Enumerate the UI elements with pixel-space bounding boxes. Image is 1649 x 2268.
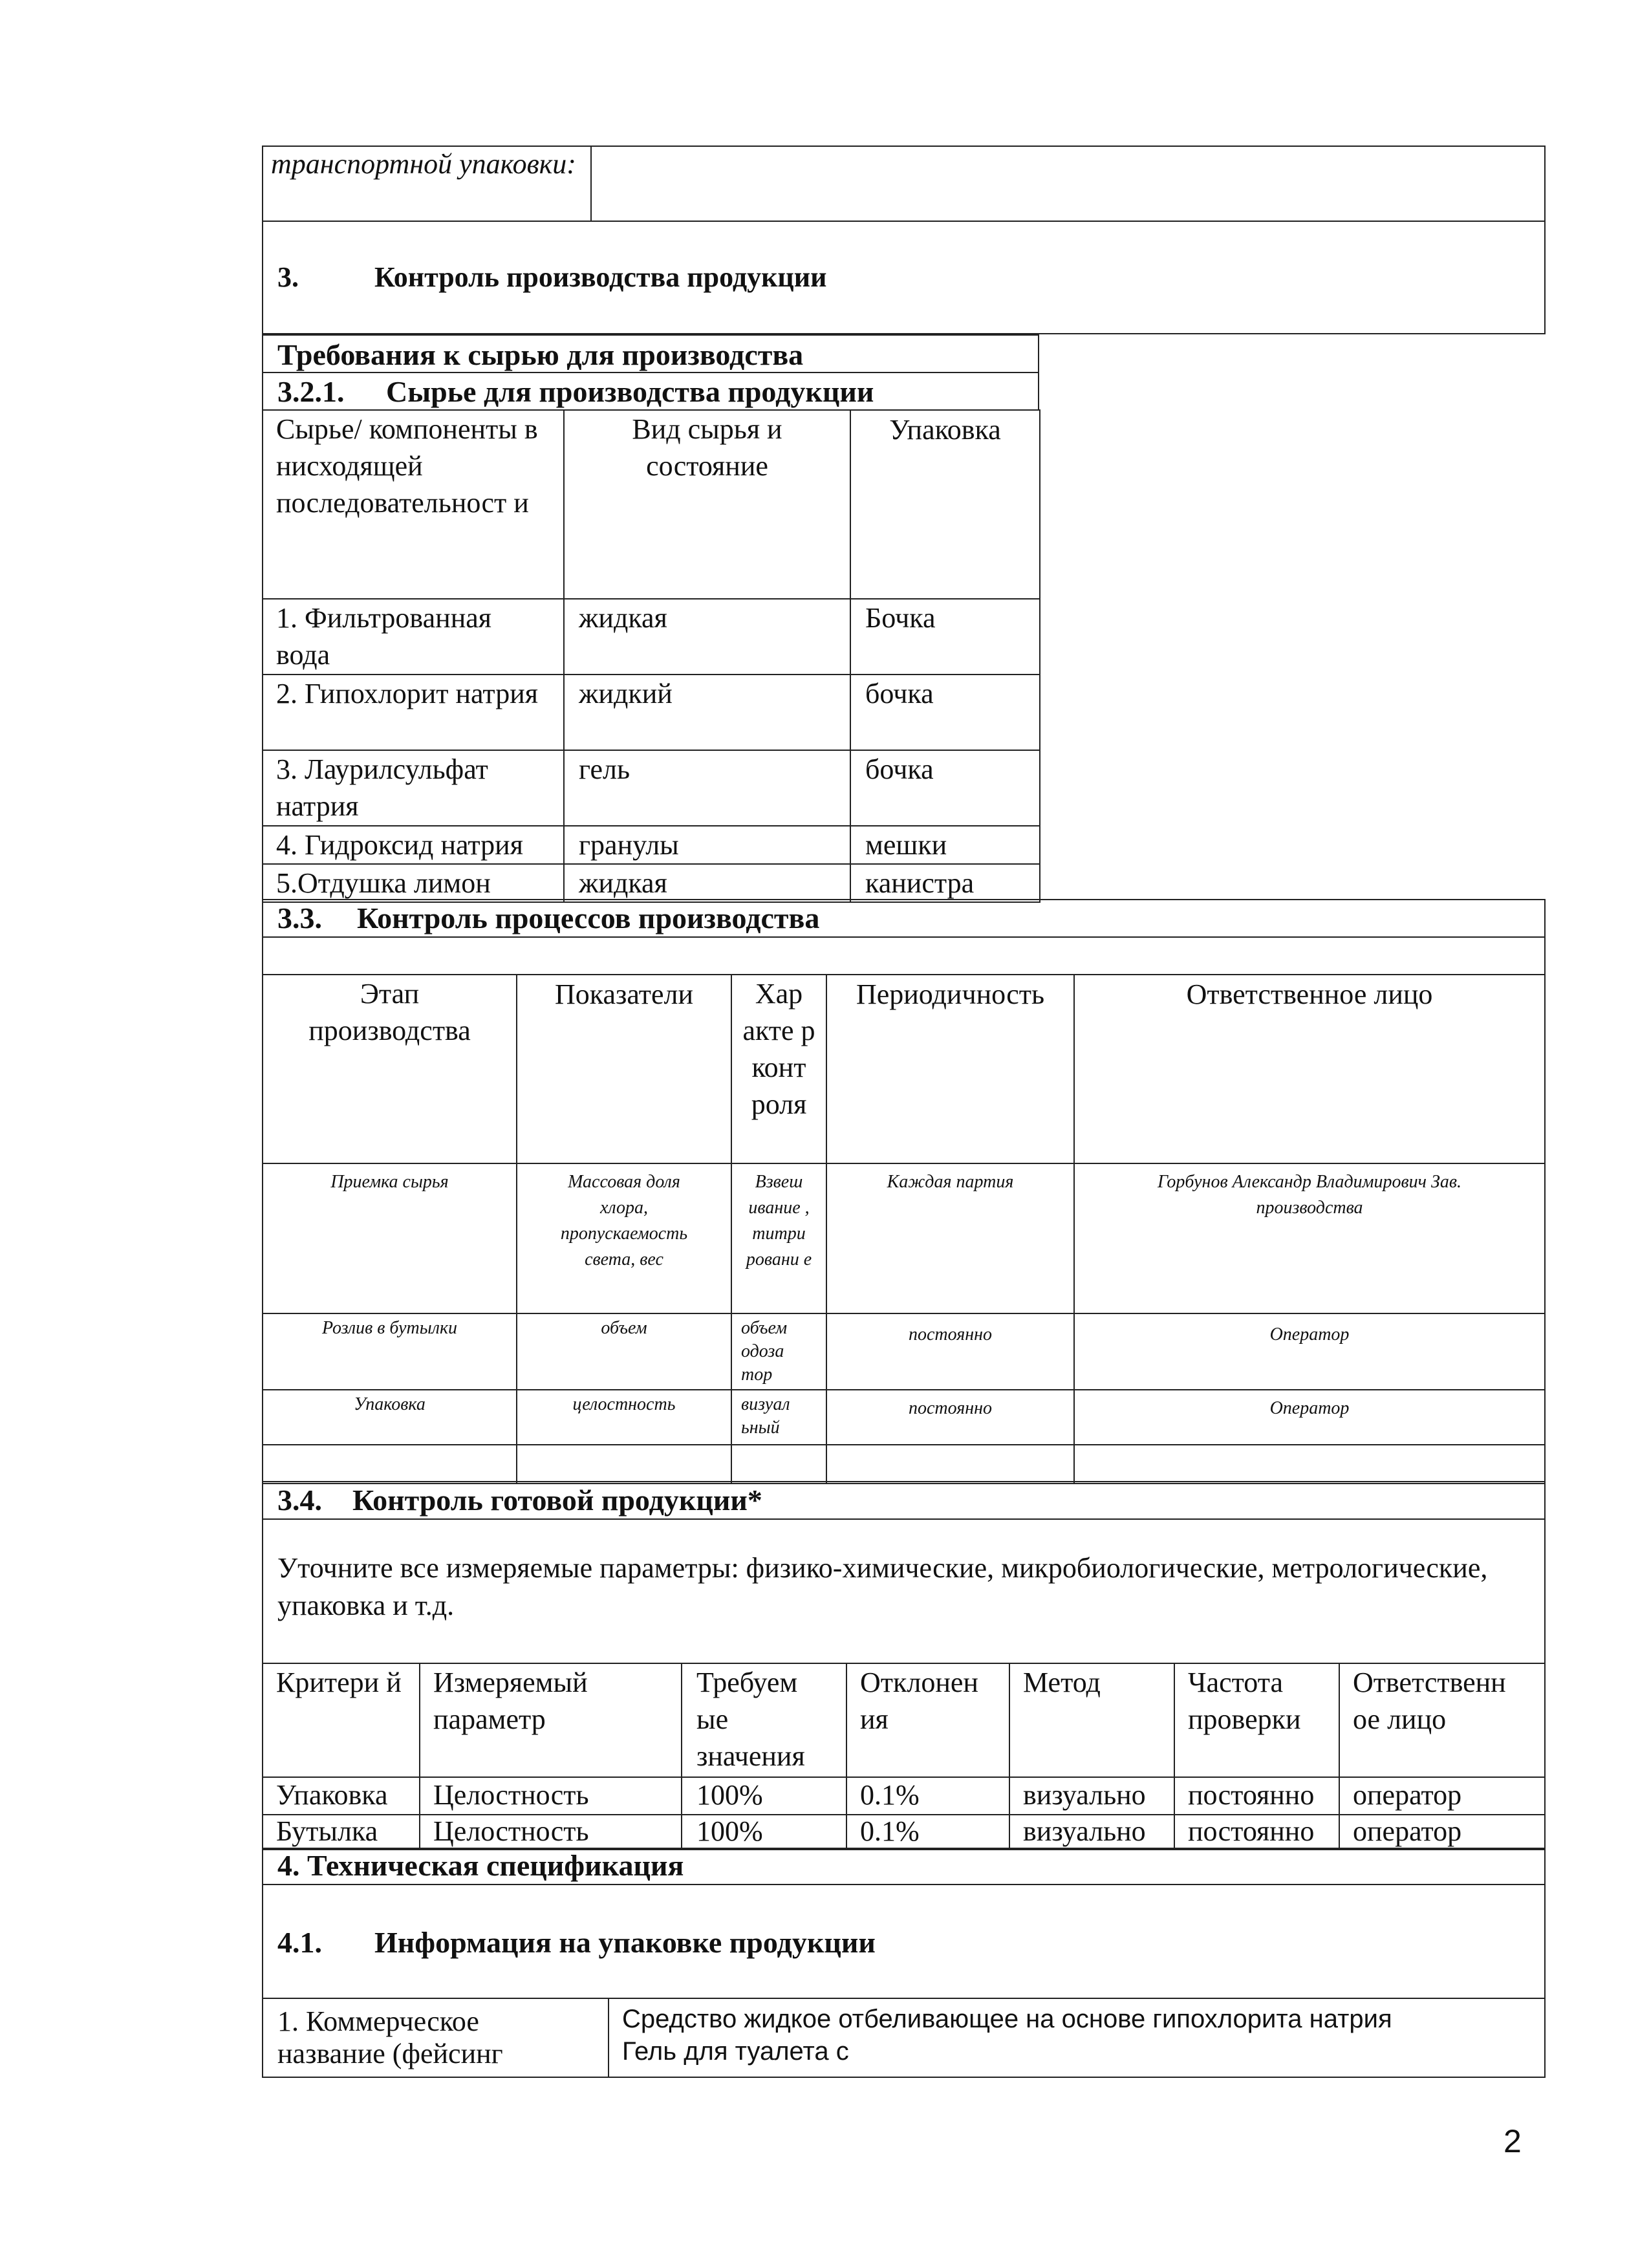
finished-cell: постоянно	[1174, 1815, 1339, 1850]
finished-cell: визуально	[1009, 1777, 1174, 1815]
raw-materials-header-row	[263, 410, 1040, 599]
finished-header-deviation: Отклонен ия	[846, 1663, 1009, 1777]
process-header-indicators: Показатели	[517, 975, 731, 1163]
finished-product-table	[262, 1663, 1546, 1850]
process-cell-indicators: Массовая доля хлора, пропускаемость света, вес	[517, 1163, 731, 1313]
raw-header-kind: Вид сырья и состояние	[564, 410, 850, 599]
section-41-title: Информация на упаковке продукции	[374, 1926, 876, 1959]
process-cell-control: объем одоза тор	[731, 1313, 826, 1390]
section-33-heading	[262, 899, 1546, 938]
finished-cell: 100%	[682, 1777, 846, 1815]
process-cell-responsible: Оператор	[1074, 1313, 1545, 1390]
finished-header-row	[263, 1663, 1545, 1777]
raw-cell-component: 5.Отдушка лимон	[263, 864, 564, 902]
process-cell-indicators: объем	[517, 1313, 731, 1390]
section-41-number: 4.1.	[277, 1926, 322, 1959]
section-34-heading	[262, 1481, 1546, 1520]
section-3-title: Контроль производства продукции	[374, 261, 827, 293]
commercial-name-value-line1: Средство жидкое отбеливающее на основе гипохлорита натрия	[622, 2005, 1392, 2033]
finished-header-parameter: Измеряемый параметр	[420, 1663, 682, 1777]
table-row	[263, 1313, 1545, 1390]
finished-cell: визуально	[1009, 1815, 1174, 1850]
process-cell-frequency: Каждая партия	[826, 1163, 1074, 1313]
raw-cell-package: мешки	[850, 826, 1040, 864]
section-34-note-box	[262, 1518, 1546, 1664]
raw-cell-kind: жидкая	[564, 864, 850, 902]
finished-cell: 100%	[682, 1815, 846, 1850]
process-cell-frequency: постоянно	[826, 1390, 1074, 1445]
table-row	[263, 599, 1040, 675]
section-321-number: 3.2.1.	[277, 375, 345, 408]
section-3-box	[262, 221, 1546, 334]
finished-cell: 0.1%	[846, 1777, 1009, 1815]
process-cell-responsible: Оператор	[1074, 1390, 1545, 1445]
table-row	[263, 1777, 1545, 1815]
finished-header-frequency: Частота проверки	[1174, 1663, 1339, 1777]
finished-cell: Целостность	[420, 1815, 682, 1850]
finished-header-criteria: Критери й	[263, 1663, 420, 1777]
finished-cell: Целостность	[420, 1777, 682, 1815]
section-33-blank-row	[262, 936, 1546, 975]
raw-cell-component: 1. Фильтрованная вода	[263, 599, 564, 675]
table-row	[263, 1390, 1545, 1445]
finished-cell: постоянно	[1174, 1777, 1339, 1815]
process-header-row	[263, 975, 1545, 1163]
process-cell-stage: Розлив в бутылки	[263, 1313, 517, 1390]
process-header-control: Хар акте р конт роля	[731, 975, 826, 1163]
section-34-title: Контроль готовой продукции*	[352, 1484, 762, 1517]
process-cell-control: визуал ьный	[731, 1390, 826, 1445]
finished-cell: Бутылка	[263, 1815, 420, 1850]
page-number: 2	[1503, 2123, 1522, 2159]
transport-package-label: транспортной упаковки:	[263, 146, 591, 221]
process-cell-stage: Упаковка	[263, 1390, 517, 1445]
table-row	[263, 864, 1040, 902]
commercial-name-value	[609, 1998, 1545, 2077]
process-cell-control: Взвеш ивание , титри ровани е	[731, 1163, 826, 1313]
process-cell-responsible: Горбунов Александр Владимирович Зав. производства	[1074, 1163, 1545, 1313]
section-34-note: Уточните все измеряемые параметры: физико-химические, микробиологические, метрологические, упаковка и т.д.	[277, 1552, 1488, 1621]
raw-cell-package: Бочка	[850, 599, 1040, 675]
process-cell-indicators: целостность	[517, 1390, 731, 1445]
process-control-table	[262, 974, 1546, 1484]
table-row	[263, 1815, 1545, 1850]
process-header-stage: Этап производства	[263, 975, 517, 1163]
raw-cell-package: канистра	[850, 864, 1040, 902]
finished-cell: Упаковка	[263, 1777, 420, 1815]
finished-header-required: Требуем ые значения	[682, 1663, 846, 1777]
table-row	[263, 675, 1040, 750]
finished-cell: оператор	[1339, 1777, 1545, 1815]
process-header-frequency: Периодичность	[826, 975, 1074, 1163]
raw-header-component: Сырье/ компоненты в нисходящей последовательност и	[263, 410, 564, 599]
process-header-responsible: Ответственное лицо	[1074, 975, 1545, 1163]
table-row-empty	[263, 1445, 1545, 1484]
table-row	[263, 1163, 1545, 1313]
section-4-heading: 4. Техническая спецификация	[262, 1848, 1546, 1885]
finished-cell: оператор	[1339, 1815, 1545, 1850]
section-321-heading	[262, 372, 1039, 411]
table-row	[263, 750, 1040, 826]
finished-header-method: Метод	[1009, 1663, 1174, 1777]
transport-package-value	[591, 146, 1545, 221]
raw-cell-component: 2. Гипохлорит натрия	[263, 675, 564, 750]
section-33-title: Контроль процессов производства	[357, 902, 820, 934]
raw-materials-table	[262, 409, 1040, 903]
section-41-box	[262, 1884, 1546, 1999]
raw-cell-kind: жидкая	[564, 599, 850, 675]
section-33-number: 3.3.	[277, 902, 322, 934]
finished-cell: 0.1%	[846, 1815, 1009, 1850]
raw-cell-package: бочка	[850, 750, 1040, 826]
commercial-name-value-line2: Гель для туалета с	[622, 2037, 849, 2066]
transport-package-row	[262, 146, 1546, 222]
raw-requirements-title: Требования к сырью для производства	[262, 334, 1039, 373]
table-row	[263, 826, 1040, 864]
raw-cell-component: 3. Лаурилсульфат натрия	[263, 750, 564, 826]
raw-cell-kind: гранулы	[564, 826, 850, 864]
process-cell-frequency: постоянно	[826, 1313, 1074, 1390]
section-3-number: 3.	[277, 261, 299, 293]
raw-cell-package: бочка	[850, 675, 1040, 750]
commercial-name-label: 1. Коммерческое название (фейсинг	[263, 1998, 609, 2077]
section-34-number: 3.4.	[277, 1484, 322, 1517]
section-321-title: Сырье для производства продукции	[386, 375, 874, 408]
raw-cell-kind: жидкий	[564, 675, 850, 750]
process-cell-stage: Приемка сырья	[263, 1163, 517, 1313]
commercial-name-row	[262, 1998, 1546, 2078]
finished-header-responsible: Ответственн ое лицо	[1339, 1663, 1545, 1777]
raw-header-package: Упаковка	[850, 410, 1040, 599]
raw-cell-kind: гель	[564, 750, 850, 826]
raw-cell-component: 4. Гидроксид натрия	[263, 826, 564, 864]
